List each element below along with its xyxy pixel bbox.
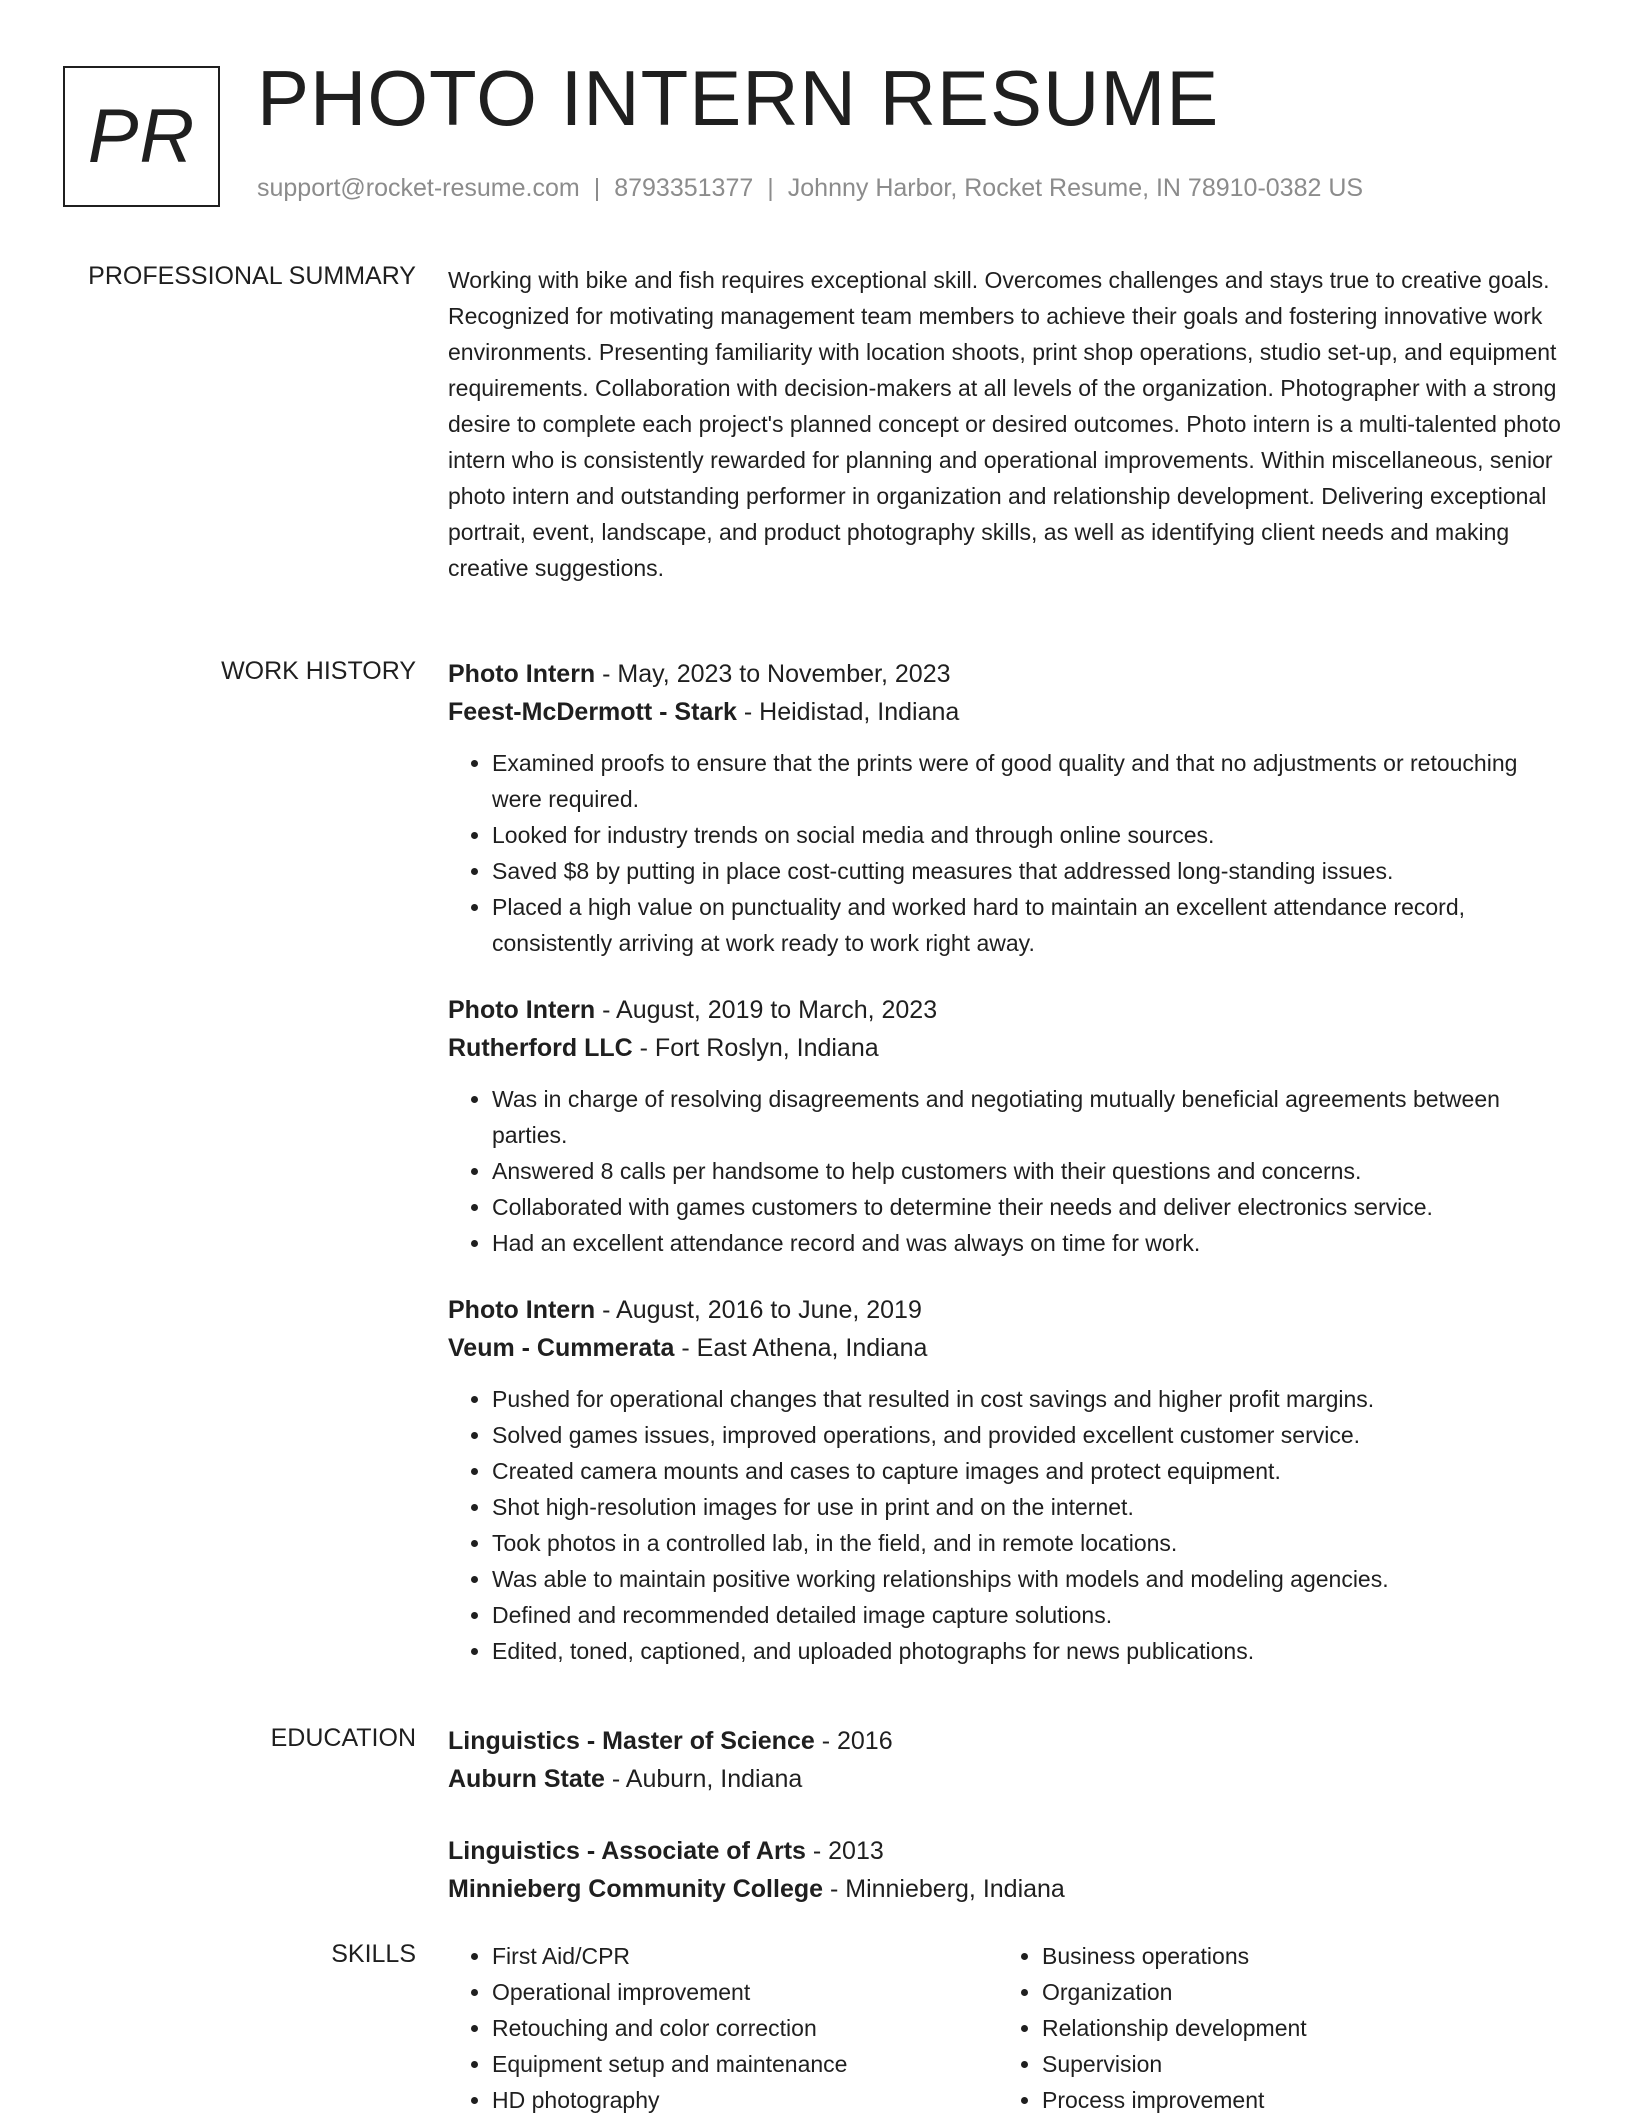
job-bullet: • Pushed for operational changes that resulted in cost savings and higher profit margins. bbox=[492, 1381, 1568, 1417]
contact-line bbox=[257, 174, 1363, 203]
job-bullet: • Defined and recommended detailed image capture solutions. bbox=[492, 1597, 1568, 1633]
education-school: Auburn State bbox=[448, 1765, 605, 1793]
job-bullet: • Took photos in a controlled lab, in the field, and in remote locations. bbox=[492, 1525, 1568, 1561]
monogram-logo: PR bbox=[63, 66, 220, 207]
job-bullet: • Created camera mounts and cases to capture images and protect equipment. bbox=[492, 1453, 1568, 1489]
education-entry bbox=[448, 1832, 1568, 1908]
job-company: Rutherford LLC bbox=[448, 1034, 633, 1062]
education-location: - Auburn, Indiana bbox=[604, 1765, 803, 1793]
job-location: - Heidistad, Indiana bbox=[736, 698, 960, 726]
education-degree: Linguistics - Master of Science bbox=[448, 1727, 815, 1755]
skills-list bbox=[998, 1938, 1548, 2118]
section-label-education: EDUCATION bbox=[270, 1724, 416, 1752]
skill-item: • Relationship development bbox=[1042, 2010, 1548, 2046]
education-entry bbox=[448, 1722, 1568, 1798]
section-label-skills: SKILLS bbox=[331, 1940, 416, 1968]
skill-item: • First Aid/CPR bbox=[492, 1938, 998, 1974]
job-bullets bbox=[448, 1081, 1568, 1261]
skill-item: • Business operations bbox=[1042, 1938, 1548, 1974]
skill-item: • HD photography bbox=[492, 2082, 998, 2118]
work-history-body bbox=[448, 655, 1568, 1699]
education-school-line bbox=[448, 1870, 1568, 1908]
page-title: PHOTO INTERN RESUME bbox=[257, 54, 1220, 142]
skill-item: • Organization bbox=[1042, 1974, 1548, 2010]
job-company-line bbox=[448, 1329, 1568, 1367]
skill-item: • Process improvement bbox=[1042, 2082, 1548, 2118]
job-bullet: • Edited, toned, captioned, and uploaded photographs for news publications. bbox=[492, 1633, 1568, 1669]
skills-list bbox=[448, 1938, 998, 2118]
summary-body bbox=[448, 262, 1568, 586]
job-bullet: • Was able to maintain positive working relationships with models and modeling agencies. bbox=[492, 1561, 1568, 1597]
skills-column-right bbox=[998, 1938, 1548, 2118]
skills-body bbox=[448, 1938, 1568, 2118]
section-label-work-history: WORK HISTORY bbox=[221, 657, 416, 685]
skills-column-left bbox=[448, 1938, 998, 2118]
job-bullet: • Looked for industry trends on social media and through online sources. bbox=[492, 817, 1568, 853]
contact-separator: | bbox=[767, 174, 774, 202]
job-title-line bbox=[448, 655, 1568, 693]
education-year: - 2016 bbox=[814, 1727, 893, 1755]
skill-item: • Retouching and color correction bbox=[492, 2010, 998, 2046]
contact-phone: 8793351377 bbox=[614, 174, 754, 202]
skill-item: • Supervision bbox=[1042, 2046, 1548, 2082]
job-bullet: • Was in charge of resolving disagreements and negotiating mutually beneficial agreements between parties. bbox=[492, 1081, 1568, 1153]
job-company-line bbox=[448, 693, 1568, 731]
job-title: Photo Intern bbox=[448, 996, 596, 1024]
education-location: - Minnieberg, Indiana bbox=[823, 1875, 1065, 1903]
job-location: - East Athena, Indiana bbox=[674, 1334, 928, 1362]
job-bullets bbox=[448, 1381, 1568, 1669]
education-degree-line bbox=[448, 1832, 1568, 1870]
section-label-summary: PROFESSIONAL SUMMARY bbox=[88, 262, 416, 290]
job-bullet: • Had an excellent attendance record and was always on time for work. bbox=[492, 1225, 1568, 1261]
job-entry bbox=[448, 1291, 1568, 1669]
education-school-line bbox=[448, 1760, 1568, 1798]
skill-item: • Operational improvement bbox=[492, 1974, 998, 2010]
job-bullets bbox=[448, 745, 1568, 961]
education-degree: Linguistics - Associate of Arts bbox=[448, 1837, 806, 1865]
job-bullet: • Examined proofs to ensure that the prints were of good quality and that no adjustments or retouching were required. bbox=[492, 745, 1568, 817]
skill-item: • Equipment setup and maintenance bbox=[492, 2046, 998, 2082]
skills-columns bbox=[448, 1938, 1568, 2118]
job-dates: - August, 2019 to March, 2023 bbox=[595, 996, 938, 1024]
contact-address: Johnny Harbor, Rocket Resume, IN 78910-0382 US bbox=[787, 174, 1364, 202]
job-bullet: • Solved games issues, improved operations, and provided excellent customer service. bbox=[492, 1417, 1568, 1453]
job-entry bbox=[448, 655, 1568, 961]
job-title: Photo Intern bbox=[448, 1296, 596, 1324]
education-school: Minnieberg Community College bbox=[448, 1875, 824, 1903]
job-bullet: • Placed a high value on punctuality and worked hard to maintain an excellent attendance record, consistently arriving at work ready to work right away. bbox=[492, 889, 1568, 961]
education-body bbox=[448, 1722, 1568, 1942]
job-title: Photo Intern bbox=[448, 660, 596, 688]
job-title-line bbox=[448, 991, 1568, 1029]
job-bullet: • Answered 8 calls per handsome to help customers with their questions and concerns. bbox=[492, 1153, 1568, 1189]
job-bullet: • Saved $8 by putting in place cost-cutting measures that addressed long-standing issues. bbox=[492, 853, 1568, 889]
contact-email[interactable]: support@rocket-resume.com bbox=[257, 174, 580, 202]
job-title-line bbox=[448, 1291, 1568, 1329]
job-dates: - August, 2016 to June, 2019 bbox=[595, 1296, 922, 1324]
education-degree-line bbox=[448, 1722, 1568, 1760]
job-company: Veum - Cummerata bbox=[448, 1334, 675, 1362]
job-location: - Fort Roslyn, Indiana bbox=[632, 1034, 879, 1062]
job-bullet: • Collaborated with games customers to determine their needs and deliver electronics service. bbox=[492, 1189, 1568, 1225]
job-bullet: • Shot high-resolution images for use in print and on the internet. bbox=[492, 1489, 1568, 1525]
job-company: Feest-McDermott - Stark bbox=[448, 698, 737, 726]
contact-separator: | bbox=[593, 174, 601, 202]
education-year: - 2013 bbox=[805, 1837, 884, 1865]
job-company-line bbox=[448, 1029, 1568, 1067]
job-entry bbox=[448, 991, 1568, 1261]
summary-text: Working with bike and fish requires exceptional skill. Overcomes challenges and stays true to creative goals. Recognized for motivating management team members to achieve their goals and fostering innovative work environments. Presenting familiarity with location shoots, print shop operations, studio set-up, and equipment requirements. Collaboration with decision-makers at all levels of the organization. Photographer with a strong desire to complete each project's planned concept or desired outcomes. Photo intern is a multi-talented photo intern who is consistently rewarded for planning and operational improvements. Within miscellaneous, senior photo intern and outstanding performer in organization and relationship development. Delivering exceptional portrait, event, landscape, and product photography skills, as well as identifying client needs and making creative suggestions. bbox=[448, 267, 1561, 581]
job-dates: - May, 2023 to November, 2023 bbox=[595, 660, 951, 688]
